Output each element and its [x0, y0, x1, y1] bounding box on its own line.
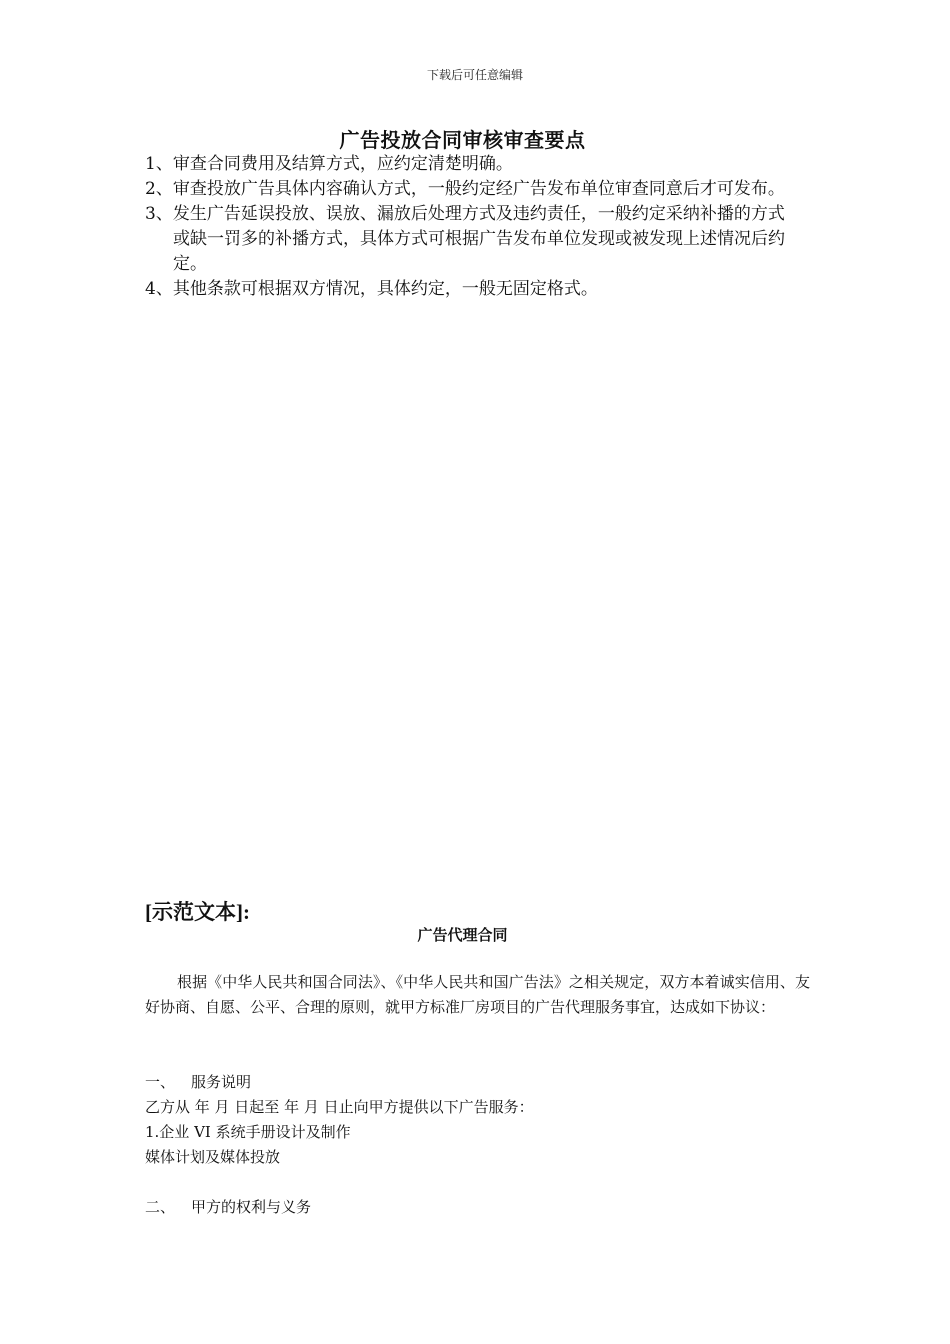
section-number: 二、 — [145, 1198, 176, 1216]
service-item-media: 媒体计划及媒体投放 — [145, 1148, 281, 1166]
review-points-list — [145, 152, 785, 302]
service-item-vi: 1.企业 VI 系统手册设计及制作 — [145, 1123, 351, 1141]
header-note: 下载后可任意编辑 — [426, 68, 523, 82]
review-point-4: 4、其他条款可根据双方情况，具体约定，一般无固定格式。 — [145, 279, 598, 299]
section-heading-2 — [145, 1195, 311, 1220]
section-heading-1 — [145, 1070, 251, 1095]
review-point-1: 1、审查合同费用及结算方式，应约定清楚明确。 — [145, 154, 513, 174]
review-point-2: 2、审查投放广告具体内容确认方式，一般约定经广告发布单位审查同意后才可发布。 — [145, 179, 785, 199]
contract-title: 广告代理合同 — [417, 926, 508, 944]
sample-text-label: [示范文本]: — [145, 900, 250, 924]
section-number: 一、 — [145, 1073, 176, 1091]
service-period-line: 乙方从 年 月 日起至 年 月 日止向甲方提供以下广告服务： — [145, 1098, 534, 1116]
section-title: 服务说明 — [191, 1073, 252, 1091]
document-title: 广告投放合同审核审查要点 — [339, 128, 586, 152]
contract-intro-paragraph: 根据《中华人民共和国合同法》、《中华人民共和国广告法》之相关规定，双方本着诚实信用、友好协商、自愿、公平、合理的原则，就甲方标准厂房项目的广告代理服务事宜，达成如下协议： — [145, 973, 810, 1016]
review-point-3: 3、发生广告延误投放、误放、漏放后处理方式及违约责任，一般约定采纳补播的方式或缺一罚多的补播方式，具体方式可根据广告发布单位发现或被发现上述情况后约定。 — [145, 204, 785, 274]
section-title: 甲方的权利与义务 — [191, 1198, 312, 1216]
